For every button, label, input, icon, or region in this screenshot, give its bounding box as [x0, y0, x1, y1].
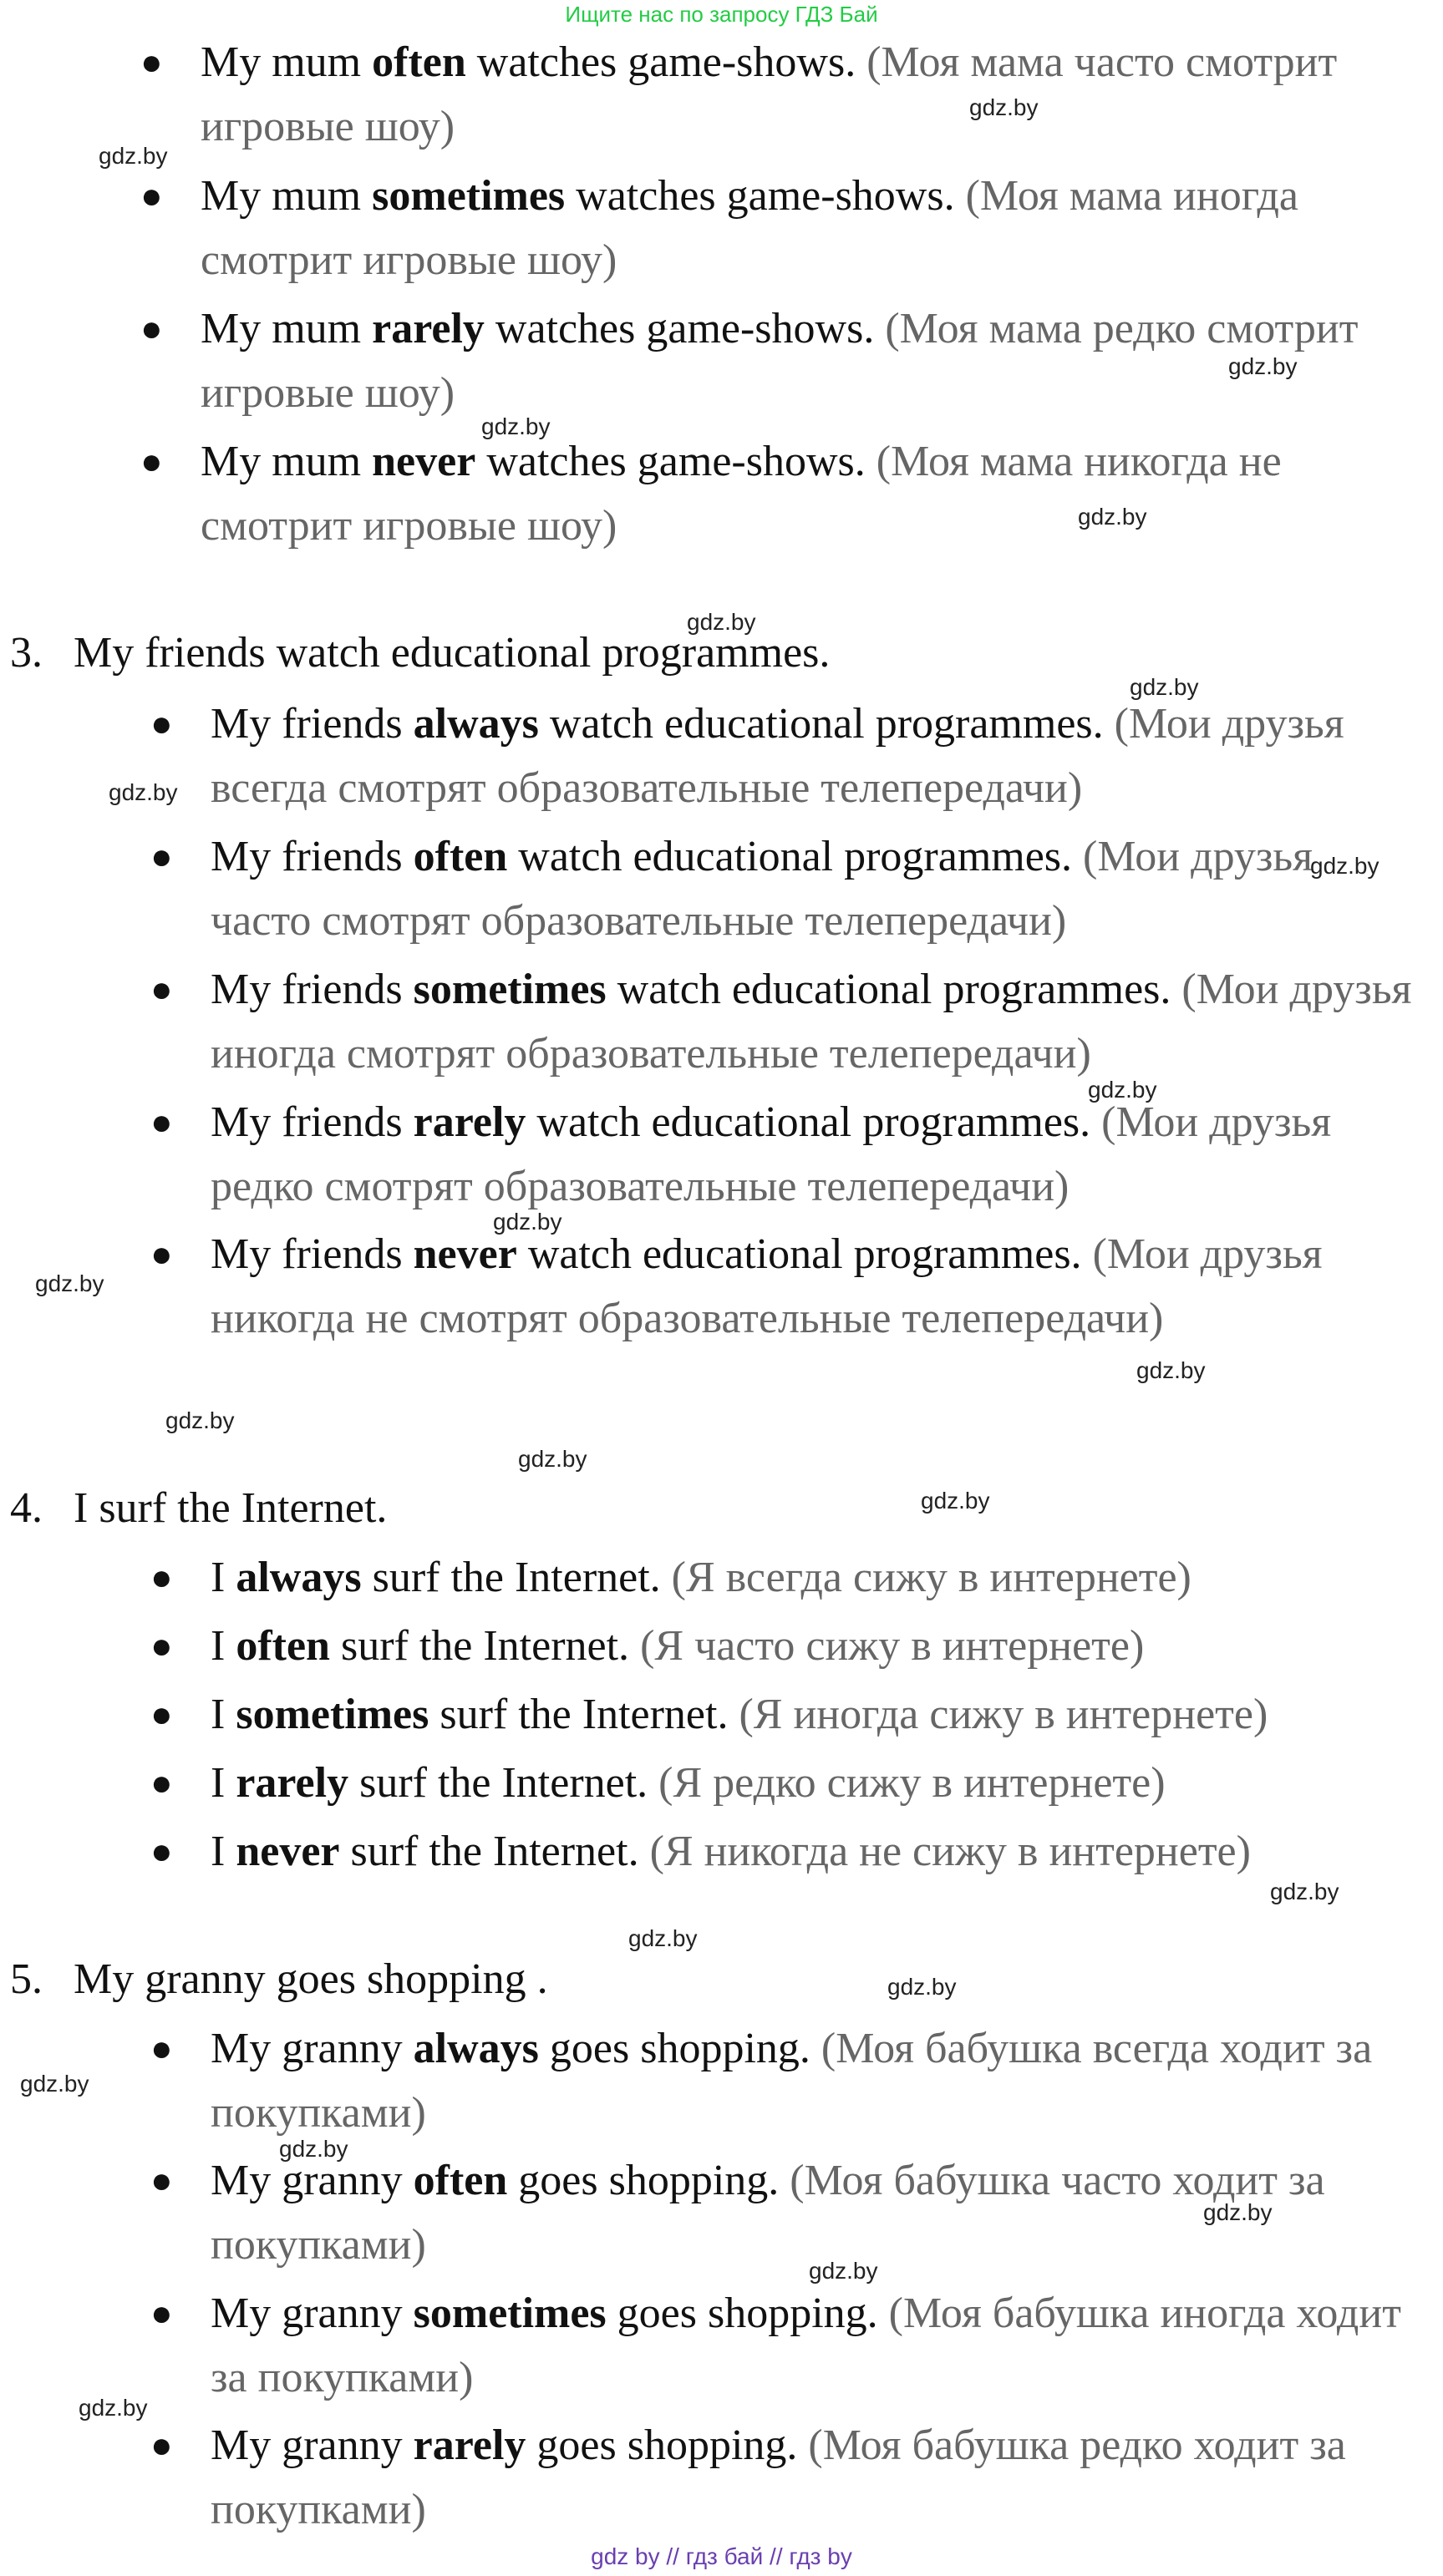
list-item: ● I never surf the Internet. (Я никогда не сижу в интернете) — [211, 1819, 1439, 1884]
watermark: gdz.by — [109, 779, 178, 805]
exercise-heading: 3. My friends watch educational programmes. — [10, 629, 831, 677]
bullet-icon: ● — [140, 175, 163, 216]
watermark: gdz.by — [1088, 1077, 1157, 1103]
bullet-icon: ● — [150, 1625, 173, 1666]
bullet-icon: ● — [150, 1234, 173, 1275]
list-item: ● My mum rarely watches game-shows. (Моя мама редко смотрит игровые шоу) — [201, 297, 1412, 425]
bullet-icon: ● — [140, 42, 163, 83]
watermark: gdz.by — [969, 94, 1039, 120]
watermark: gdz.by — [1270, 1879, 1339, 1904]
bullet-icon: ● — [150, 2425, 173, 2466]
watermark: gdz.by — [481, 413, 551, 439]
exercise-heading: 5. My granny goes shopping . — [10, 1955, 548, 2003]
footer-links[interactable]: gdz by // гдз бай // гдз by — [591, 2543, 852, 2569]
list-item: ● My friends often watch educational programmes. (Мои друзья часто смотрят образовательные телепередачи) — [211, 824, 1414, 953]
watermark: gdz.by — [1130, 674, 1199, 700]
watermark: gdz.by — [887, 1974, 957, 2000]
watermark: gdz.by — [518, 1446, 587, 1472]
list-item: ● My friends always watch educational programmes. (Мои друзья всегда смотрят образовательные телепередачи) — [211, 692, 1414, 820]
watermark: gdz.by — [1078, 504, 1147, 530]
bullet-icon: ● — [150, 1762, 173, 1803]
bullet-icon: ● — [150, 1831, 173, 1872]
list-item: ● I sometimes surf the Internet. (Я иногда сижу в интернете) — [211, 1682, 1439, 1747]
bullet-icon: ● — [150, 1102, 173, 1143]
bullet-icon: ● — [150, 1557, 173, 1598]
watermark: gdz.by — [99, 143, 168, 169]
watermark: gdz.by — [1310, 853, 1379, 879]
search-banner[interactable]: Ищите нас по запросу ГДЗ Бай — [565, 2, 878, 27]
watermark: gdz.by — [687, 609, 756, 635]
list-item: ● My friends sometimes watch educational programmes. (Мои друзья иногда смотрят образовательные телепередачи) — [211, 957, 1430, 1086]
watermark: gdz.by — [35, 1270, 104, 1296]
list-item: ● My granny often goes shopping. (Моя бабушка часто ходит за покупками) — [211, 2148, 1430, 2277]
watermark: gdz.by — [1228, 353, 1298, 379]
watermark: gdz.by — [165, 1407, 235, 1433]
list-item: ● My granny always goes shopping. (Моя бабушка всегда ходит за покупками) — [211, 2016, 1380, 2145]
watermark: gdz.by — [1203, 2199, 1273, 2225]
bullet-icon: ● — [150, 1694, 173, 1735]
exercise-heading: 4. I surf the Internet. — [10, 1484, 388, 1532]
list-item: ● I always surf the Internet. (Я всегда сижу в интернете) — [211, 1545, 1430, 1610]
watermark: gdz.by — [20, 2071, 89, 2097]
watermark: gdz.by — [493, 1209, 562, 1235]
list-item: ● My mum sometimes watches game-shows. (Моя мама иногда смотрит игровые шоу) — [201, 164, 1412, 292]
watermark: gdz.by — [279, 2136, 348, 2162]
bullet-icon: ● — [140, 441, 163, 482]
list-item: ● I often surf the Internet. (Я часто сижу в интернете) — [211, 1614, 1430, 1678]
watermark: gdz.by — [79, 2395, 148, 2421]
watermark: gdz.by — [809, 2258, 878, 2284]
list-item: ● My mum often watches game-shows. (Моя мама часто смотрит игровые шоу) — [201, 30, 1412, 159]
bullet-icon: ● — [150, 2160, 173, 2201]
list-item: ● My granny sometimes goes shopping. (Моя бабушка иногда ходит за покупками) — [211, 2281, 1439, 2410]
list-item: ● My mum never watches game-shows. (Моя мама никогда не смотрит игровые шоу) — [201, 429, 1437, 558]
watermark: gdz.by — [921, 1488, 990, 1514]
bullet-icon: ● — [150, 969, 173, 1010]
bullet-icon: ● — [150, 836, 173, 877]
bullet-icon: ● — [150, 2028, 173, 2069]
bullet-icon: ● — [150, 2293, 173, 2334]
list-item: ● My friends rarely watch educational programmes. (Мои друзья редко смотрят образовательные телепередачи) — [211, 1090, 1414, 1219]
watermark: gdz.by — [1136, 1357, 1206, 1383]
list-item: ● My friends never watch educational programmes. (Мои друзья никогда не смотрят образовательные телепередачи) — [211, 1222, 1380, 1351]
list-item: ● My granny rarely goes shopping. (Моя бабушка редко ходит за покупками) — [211, 2413, 1380, 2542]
bullet-icon: ● — [150, 703, 173, 744]
watermark: gdz.by — [628, 1925, 698, 1951]
list-item: ● I rarely surf the Internet. (Я редко сижу в интернете) — [211, 1751, 1430, 1815]
bullet-icon: ● — [140, 308, 163, 349]
